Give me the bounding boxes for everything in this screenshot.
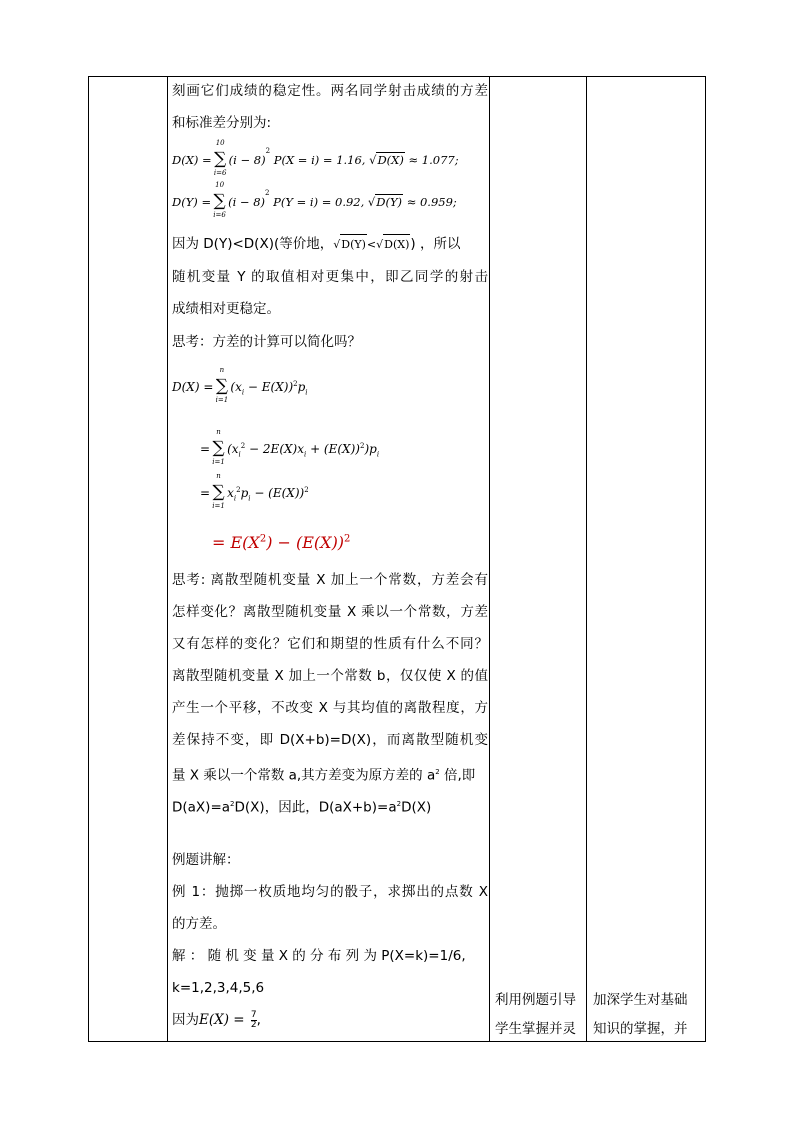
formula-variance-3: = ∑ n i=1 $x_i^2p_i - (E(X))^2$ <box>200 472 309 510</box>
table-border-col1 <box>167 76 168 1042</box>
table-top-border <box>88 76 706 77</box>
text-line: 产生一个平移，不改变 X 与其均值的离散程度，方 <box>172 700 488 716</box>
formula-variance-1: D(X) = ∑ n i=1 $(x_i - E(X))^2p_i$ <box>172 366 308 404</box>
text-line: 因为 D(Y)<D(X)(等价地，√D(Y)<√D(X)) ，所以 <box>172 234 488 255</box>
formula-variance-2: = ∑ n i=1 $(x_i^2 - 2E(X)x_i + (E(X))^2)p_i$ <box>200 428 380 466</box>
sum-symbol: ∑ 10 i=6 <box>213 181 226 219</box>
sum-symbol: ∑ n i=1 <box>215 366 229 404</box>
col4-text: 加深学生对基础 <box>593 992 688 1008</box>
table-bottom-border <box>88 1041 706 1042</box>
fraction: $\frac{7}{2}$ <box>250 1009 257 1030</box>
text-line: 因为E(X) = $\frac{7}{2}$ , <box>172 1009 261 1030</box>
sum-symbol: ∑ 10 i=6 <box>213 139 227 177</box>
formula-variance-result: = $E(X^2) - (E(X))^2$ <box>212 533 351 552</box>
text-line: 解 ： 随 机 变 量 X 的 分 布 列 为 P(X=k)=1/6, <box>172 948 466 964</box>
text-line: 又有怎样的变化？它们和期望的性质有什么不同？ <box>172 636 488 652</box>
text-line: 的方差。 <box>172 916 226 932</box>
text-line: 思考: 离散型随机变量 X 加上一个常数，方差会有 <box>172 572 488 588</box>
table-border-col3 <box>586 76 587 1042</box>
text-line: 怎样变化？离散型随机变量 X 乘以一个常数，方差 <box>172 604 488 620</box>
text-line: 和标准差分别为: <box>172 115 272 131</box>
text-line: $D(aX)=a^2D(X)$，因此，$D(aX+b)=a^2D(X)$ <box>172 799 432 816</box>
lesson-table <box>88 76 706 1042</box>
table-border-left <box>88 76 89 1042</box>
section-heading: 例题讲解： <box>172 852 240 868</box>
sum-symbol: ∑ n i=1 <box>212 472 225 510</box>
text-line: 随机变量 Y 的取值相对更集中，即乙同学的射击 <box>172 269 488 285</box>
table-border-right <box>705 76 706 1042</box>
text-line: k=1,2,3,4,5,6 <box>172 980 265 996</box>
formula-dy: D(Y) = ∑ 10 i=6 $(i - 8)^2$ P(Y = i) = 0.92, √D(Y) ≈ 0.959; <box>172 181 457 219</box>
text-line: 离散型随机变量 X 加上一个常数 b，仅仅使 X 的值 <box>172 668 488 684</box>
text-line: 例 1：抛掷一枚质地均匀的骰子，求掷出的点数 X <box>172 884 488 900</box>
col4-text: 知识的掌握，并 <box>593 1021 688 1037</box>
text-line: 量 X 乘以一个常数 a,其方差变为原方差的 $a^2$ 倍,即 <box>172 767 476 784</box>
text-line: 差保持不变，即 D(X+b)=D(X)，而离散型随机变 <box>172 732 488 748</box>
text-line: 思考：方差的计算可以简化吗？ <box>172 334 361 350</box>
sum-symbol: ∑ n i=1 <box>212 428 225 466</box>
text-line: 成绩相对更稳定。 <box>172 301 280 317</box>
col3-text: 利用例题引导 <box>495 992 576 1008</box>
text-line: 刻画它们成绩的稳定性。两名同学射击成绩的方差 <box>172 83 488 99</box>
table-border-col2 <box>489 76 490 1042</box>
col3-text: 学生掌握并灵 <box>495 1021 576 1037</box>
formula-dx: D(X) = ∑ 10 i=6 $(i - 8)^2$ P(X = i) = 1.16, √D(X) ≈ 1.077; <box>172 139 459 177</box>
